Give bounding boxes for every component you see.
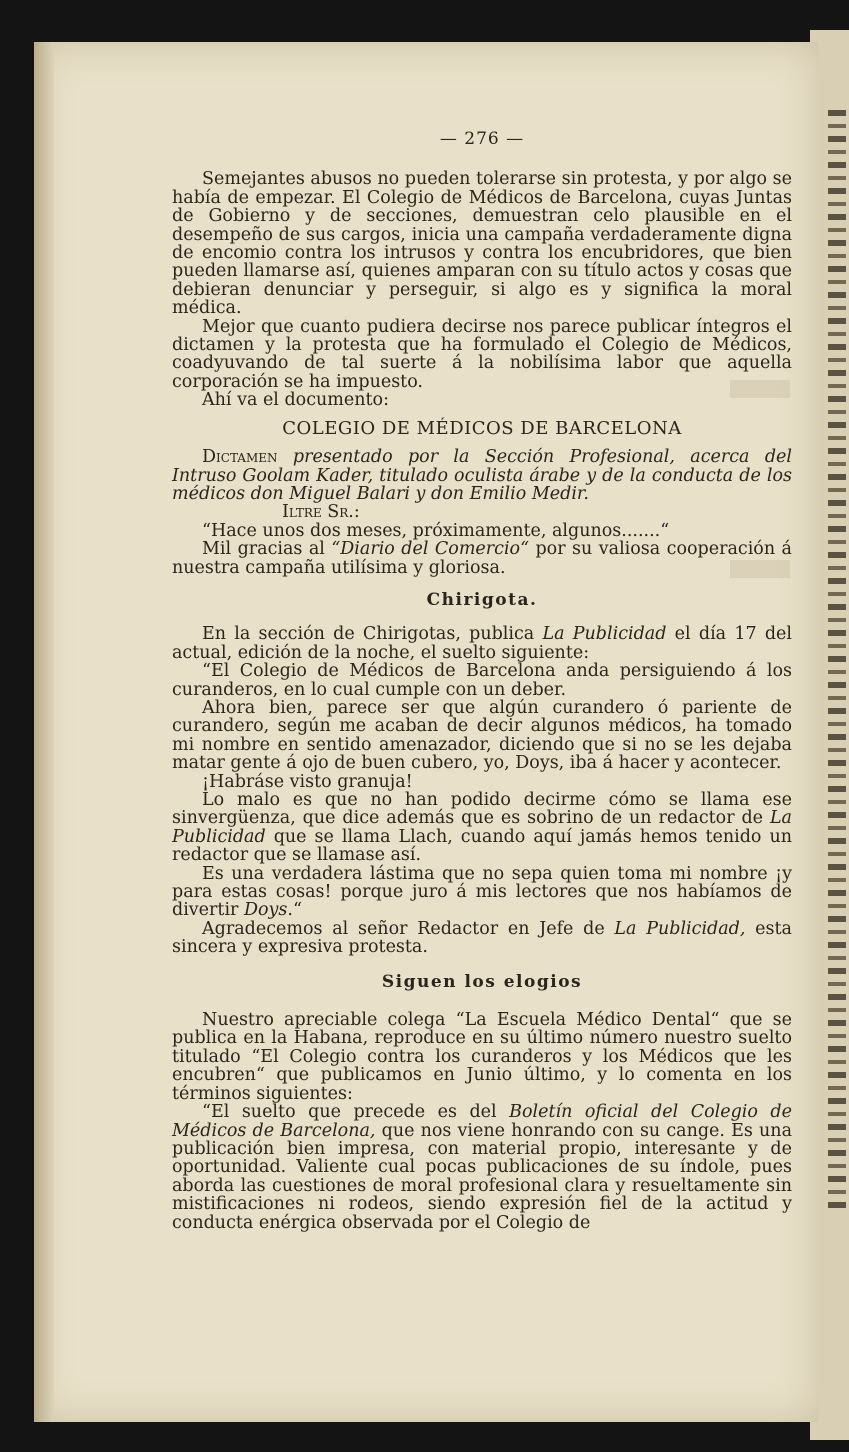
chirigota-paragraph-1 (172, 625, 792, 662)
chirigota-paragraph-5 (172, 791, 792, 865)
chirigota-paragraph-4: ¡Habráse visto granuja! (202, 771, 413, 792)
intro-paragraph-2: Mejor que cuanto pudiera decirse nos parece publicar íntegros el dictamen y la protesta que ha formulado el Colegio de Médicos, coadyuvando de tal suerte á la nobilísima labor que aquella corporación se ha impuesto. (172, 316, 792, 392)
section-title-chirigota: Chirigota. (426, 589, 538, 610)
elogios-text: que nos viene honrando con su cange. Es una publicación bien impresa, con material propio, interesante y de oportunidad. Valiente cual pocas publicaciones de su índole, pues aborda las cuestiones de moral profesional clara y resueltamente sin mistificaciones ni rodeos, siendo expresión fiel de la actitud y conducta enérgica observada por el Colegio de (172, 1120, 792, 1233)
thanks-text-a: Mil gracias al (202, 539, 332, 560)
document-heading: COLEGIO DE MÉDICOS DE BARCELONA (282, 417, 682, 439)
dictamen-text: presentado por la Sección Profesional, acerca del Intruso Goolam Kader, titulado oculista árabe y de la conducta de los médicos don Miguel Balari y don Emilio Medir. (172, 447, 792, 504)
chirigota-italic: La Publicidad (172, 808, 792, 847)
page-gutter (34, 42, 54, 1422)
chirigota-paragraph-7 (172, 920, 792, 957)
thanks-paragraph (172, 540, 792, 577)
elogios-paragraph-2 (172, 1103, 792, 1232)
chirigota-paragraph-2: “El Colegio de Médicos de Barcelona anda persiguiendo á los curanderos, en lo cual cumple con un deber. (172, 661, 792, 700)
elogios-paragraph-1: Nuestro apreciable colega “La Escuela Médico Dental“ que se publica en la Habana, reproduce en su último número nuestro suelto titulado “El Colegio contra los curanderos y los Médicos que les encubren“ que publicamos en Junio último, y lo comenta en los términos siguientes: (172, 1010, 792, 1104)
chirigota-text: Es una verdadera lástima que no sepa quien toma mi nombre ¡y para estas cosas! porque juro á mis lectores que nos habíamos de divertir (172, 863, 792, 921)
chirigota-text: Agradecemos al señor Redactor en Jefe de (202, 918, 615, 939)
elogios-text: “El suelto que precede es del (202, 1102, 510, 1123)
chirigota-text: En la sección de Chirigotas, publica (202, 624, 543, 645)
chirigota-text: esta sincera y expresiva protesta. (172, 918, 792, 958)
chirigota-text: el día 17 del actual, edición de la noche, el suelto siguiente: (172, 624, 792, 663)
intro-paragraph-1: Semejantes abusos no pueden tolerarse sin protesta, y por algo se había de empezar. El Colegio de Médicos de Barcelona, cuyas Juntas de Gobierno y de secciones, demuestran celo plausible en el desempeño de sus cargos, inicia una campaña verdaderamente digna de encomio contra los intrusos y contra los encubridores, que bien pueden llamarse así, quienes amparan con su título actos y cosas que debieran denunciar y perseguir, si algo es y significa la moral médica. (172, 169, 792, 319)
page-content (172, 130, 792, 1232)
chirigota-text: que se llama Llach, cuando aquí jamás hemos tenido un redactor que se llamase así. (172, 826, 792, 866)
chirigota-paragraph-3: Ahora bien, parece ser que algún curandero ó pariente de curandero, según me acaban de decir algunos médicos, ha tomado mi nombre en sentido amenazador, diciendo que si no se les dejaba matar gente á ojo de buen cubero, yo, Doys, iba á hacer y acontecer. (172, 697, 792, 774)
dictamen-paragraph (172, 448, 792, 503)
section-title-elogios: Siguen los elogios (381, 971, 583, 992)
elogios-italic: Boletín oficial del Colegio de Médicos de Barcelona, (172, 1102, 792, 1141)
ornamental-border (828, 110, 846, 1210)
intro-paragraph-3: Ahí va el documento: (202, 390, 389, 411)
thanks-italic: “Diario del Comercio“ (331, 539, 530, 560)
chirigota-italic: Doys (243, 900, 288, 921)
page-number: — 276 — (439, 129, 525, 149)
chirigota-italic: La Publicidad, (614, 918, 746, 939)
dictamen-label: Dictamen (202, 447, 278, 468)
thanks-text-b: por su valiosa cooperación á nuestra campaña utilísima y gloriosa. (172, 539, 792, 578)
chirigota-text: Lo malo es que no han podido decirme cómo se llama ese sinvergüenza, que dice además que es sobrino de un redactor de (172, 790, 792, 829)
chirigota-italic: La Publicidad (542, 624, 667, 645)
document-quote: “Hace unos dos meses, próximamente, algunos.......“ (202, 520, 670, 541)
salutation: Iltre Sr.: (282, 502, 360, 523)
chirigota-text: .“ (287, 900, 302, 921)
chirigota-paragraph-6 (172, 865, 792, 920)
